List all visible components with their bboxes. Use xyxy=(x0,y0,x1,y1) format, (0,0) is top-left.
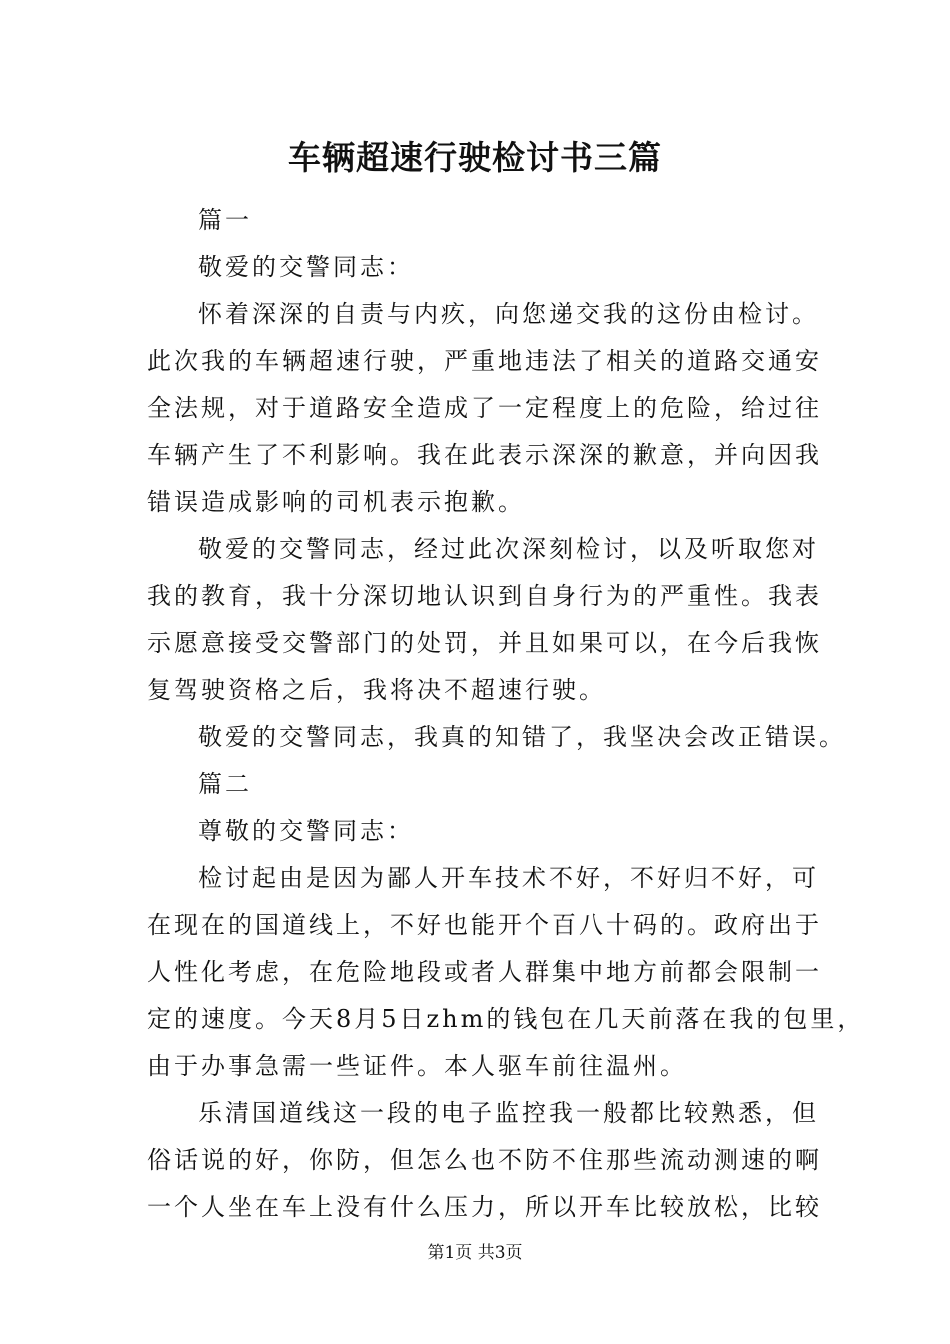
text-line: 定的速度。今天8月5日zhm的钱包在几天前落在我的包里， xyxy=(147,1005,865,1033)
text-line: 车辆产生了不利影响。我在此表示深深的歉意，并向因我 xyxy=(147,441,822,469)
text-line: 错误造成影响的司机表示抱歉。 xyxy=(147,488,525,516)
page-title: 车辆超速行驶检讨书三篇 xyxy=(288,138,662,177)
text-line: 在现在的国道线上，不好也能开个百八十码的。政府出于 xyxy=(147,911,822,939)
text-line: 篇一 xyxy=(198,206,252,234)
text-line: 敬爱的交警同志，经过此次深刻检讨，以及听取您对 xyxy=(198,535,819,563)
document-body xyxy=(147,197,865,1231)
text-line: 俗话说的好，你防，但怎么也不防不住那些流动测速的啊 xyxy=(147,1146,822,1174)
text-line: 示愿意接受交警部门的处罚，并且如果可以，在今后我恢 xyxy=(147,629,822,657)
text-line: 敬爱的交警同志： xyxy=(198,253,414,281)
text-line: 乐清国道线这一段的电子监控我一般都比较熟悉，但 xyxy=(198,1099,819,1127)
text-line: 尊敬的交警同志： xyxy=(198,817,414,845)
text-line: 篇二 xyxy=(198,770,252,798)
text-line: 怀着深深的自责与内疚，向您递交我的这份由检讨。 xyxy=(198,300,819,328)
text-line: 全法规，对于道路安全造成了一定程度上的危险，给过往 xyxy=(147,394,822,422)
text-line: 检讨起由是因为鄙人开车技术不好，不好归不好，可 xyxy=(198,864,819,892)
text-line: 人性化考虑，在危险地段或者人群集中地方前都会限制一 xyxy=(147,958,822,986)
text-line: 我的教育，我十分深切地认识到自身行为的严重性。我表 xyxy=(147,582,822,610)
text-line: 此次我的车辆超速行驶，严重地违法了相关的道路交通安 xyxy=(147,347,822,375)
text-line: 复驾驶资格之后，我将决不超速行驶。 xyxy=(147,676,606,704)
text-line: 一个人坐在车上没有什么压力，所以开车比较放松，比较 xyxy=(147,1193,822,1221)
text-line: 由于办事急需一些证件。本人驱车前往温州。 xyxy=(147,1052,687,1080)
page-footer: 第1页 共3页 xyxy=(427,1243,523,1263)
text-line: 敬爱的交警同志，我真的知错了，我坚决会改正错误。 xyxy=(198,723,846,751)
